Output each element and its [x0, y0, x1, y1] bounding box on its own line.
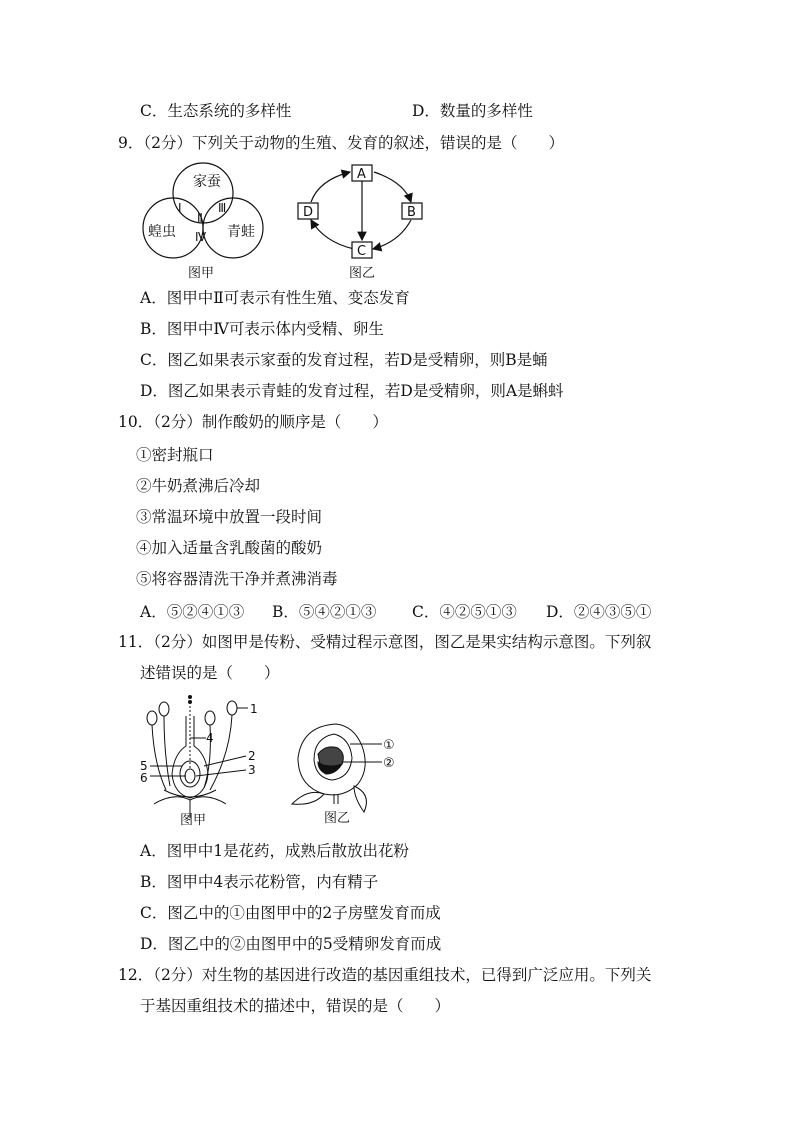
fruit-caption: 图乙: [324, 811, 351, 826]
q9-option-d: D．图乙如果表示青蛙的发育过程，若D是受精卵，则A是蝌蚪: [140, 382, 564, 400]
q8-option-d: D．数量的多样性: [412, 102, 533, 120]
q10-option-b: B．⑤④②①③: [272, 603, 377, 621]
venn-label-frog: 青蛙: [227, 224, 255, 240]
q10-step-5: ⑤将容器清洗干净并煮沸消毒: [136, 570, 338, 588]
q12-stem-line2: 于基因重组技术的描述中，错误的是（ ）: [140, 997, 451, 1015]
q10-option-c: C．④②⑤①③: [412, 603, 517, 621]
q11-fruit-figure: [284, 716, 404, 828]
venn-region-1: Ⅰ: [178, 201, 182, 215]
flower-label-2: 2: [248, 749, 256, 763]
q11-stem-line2: 述错误的是（ ）: [140, 664, 280, 682]
q10-step-2: ②牛奶煮沸后冷却: [136, 477, 261, 495]
cycle-node-a: A: [357, 167, 366, 182]
q10-step-3: ③常温环境中放置一段时间: [136, 508, 323, 526]
flower-label-1: 1: [250, 702, 258, 716]
venn-region-3: Ⅲ: [218, 201, 227, 215]
q8-option-c: C．生态系统的多样性: [140, 102, 292, 120]
venn-region-4: Ⅳ: [195, 230, 207, 244]
q9-option-c: C．图乙如果表示家蚕的发育过程，若D是受精卵，则B是蛹: [140, 351, 548, 369]
anther-left: [147, 711, 157, 725]
q9-cycle-figure: [294, 162, 434, 284]
q10-option-d: D．②④③⑤①: [546, 603, 652, 621]
flower-label-3: 3: [248, 763, 256, 777]
venn-caption: 图甲: [188, 266, 215, 281]
fruit-label-2: ②: [383, 756, 395, 771]
flower-label-4: 4: [206, 731, 214, 745]
q9-venn-figure: [136, 160, 276, 282]
q11-option-d: D．图乙中的②由图甲中的5受精卵发育而成: [140, 935, 442, 953]
q11-option-a: A．图甲中1是花药，成熟后散放出花粉: [140, 842, 410, 860]
q9-option-a: A．图甲中Ⅱ可表示有性生殖、变态发育: [140, 289, 410, 307]
cycle-node-d: D: [303, 205, 314, 220]
q12-stem-line1: 12．（2分）对生物的基因进行改造的基因重组技术，已得到广泛应用。下列关: [118, 966, 652, 984]
anther-right: [227, 701, 237, 715]
q9-option-b: B．图甲中Ⅳ可表示体内受精、卵生: [140, 320, 384, 338]
flower-caption: 图甲: [180, 813, 207, 828]
cycle-node-c: C: [357, 244, 367, 259]
q11-option-c: C．图乙中的①由图甲中的2子房壁发育而成: [140, 904, 441, 922]
venn-region-2: Ⅱ: [197, 211, 203, 225]
venn-label-locust: 蝗虫: [148, 224, 176, 240]
q11-flower-figure: [134, 694, 272, 830]
cycle-caption: 图乙: [349, 266, 376, 281]
venn-label-silkworm: 家蚕: [193, 174, 221, 190]
flower-label-5: 5: [140, 759, 148, 773]
q10-step-1: ①密封瓶口: [136, 446, 214, 464]
q11-stem-line1: 11．（2分）如图甲是传粉、受精过程示意图，图乙是果实结构示意图。下列叙: [118, 633, 652, 651]
fruit-label-1: ①: [383, 738, 395, 753]
q10-option-a: A．⑤②④①③: [140, 603, 245, 621]
q9-stem: 9．（2分）下列关于动物的生殖、发育的叙述，错误的是（ ）: [118, 134, 564, 152]
flower-label-6: 6: [140, 771, 148, 785]
q10-stem: 10．（2分）制作酸奶的顺序是（ ）: [118, 413, 388, 431]
cycle-node-b: B: [407, 205, 416, 220]
q10-step-4: ④加入适量含乳酸菌的酸奶: [136, 539, 323, 557]
q11-option-b: B．图甲中4表示花粉管，内有精子: [140, 873, 379, 891]
